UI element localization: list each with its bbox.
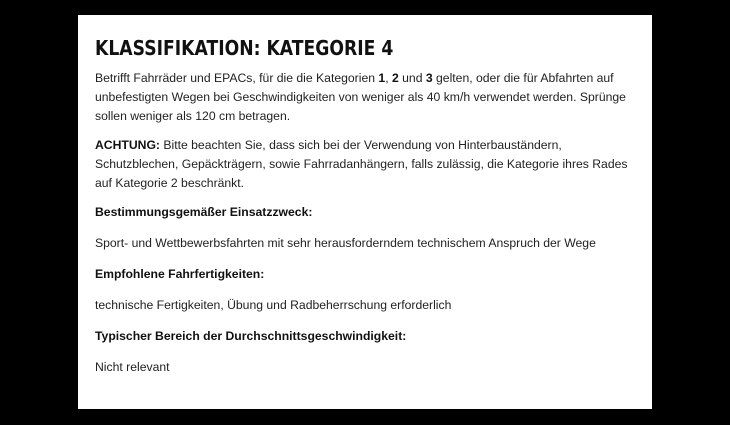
intro-text-end: gelten, oder die für Abfahrten auf unbefestigten Wegen bei Geschwindigkeiten von weniger als 40 km/h verwendet werden. Sprünge sollen weniger als 120 cm betragen.: [95, 71, 626, 123]
intro-separator-2: und: [398, 71, 426, 85]
section-heading-speed: Typischer Bereich der Durchschnittsgeschwindigkeit:: [95, 329, 407, 343]
warning-paragraph: [95, 136, 636, 193]
intro-separator-1: ,: [385, 71, 392, 85]
intro-paragraph: [95, 69, 636, 126]
warning-label: ACHTUNG:: [95, 138, 160, 152]
category-2: 2: [391, 71, 399, 85]
section-value-speed: Nicht relevant: [95, 360, 170, 374]
category-3: 3: [425, 71, 433, 85]
section-value-skills: technische Fertigkeiten, Übung und Radbeherrschung erforderlich: [95, 298, 452, 312]
section-value-purpose: Sport- und Wettbewerbsfahrten mit sehr herausforderndem technischem Anspruch der Wege: [95, 236, 596, 250]
section-heading-skills: Empfohlene Fahrfertigkeiten:: [95, 267, 265, 281]
category-1: 1: [378, 71, 386, 85]
content-panel: [78, 15, 652, 409]
intro-text-start: Betrifft Fahrräder und EPACs, für die die Kategorien: [95, 71, 379, 85]
warning-text: Bitte beachten Sie, dass sich bei der Verwendung von Hinterbauständern, Schutzblechen, Gepäckträgern, sowie Fahrradanhängern, falls zulässig, die Kategorie ihres Rades auf Kategorie 2 beschränkt.: [95, 138, 628, 190]
section-heading-purpose: Bestimmungsgemäßer Einsatzzweck:: [95, 205, 313, 219]
page-title: KLASSIFIKATION: KATEGORIE 4: [95, 36, 394, 60]
